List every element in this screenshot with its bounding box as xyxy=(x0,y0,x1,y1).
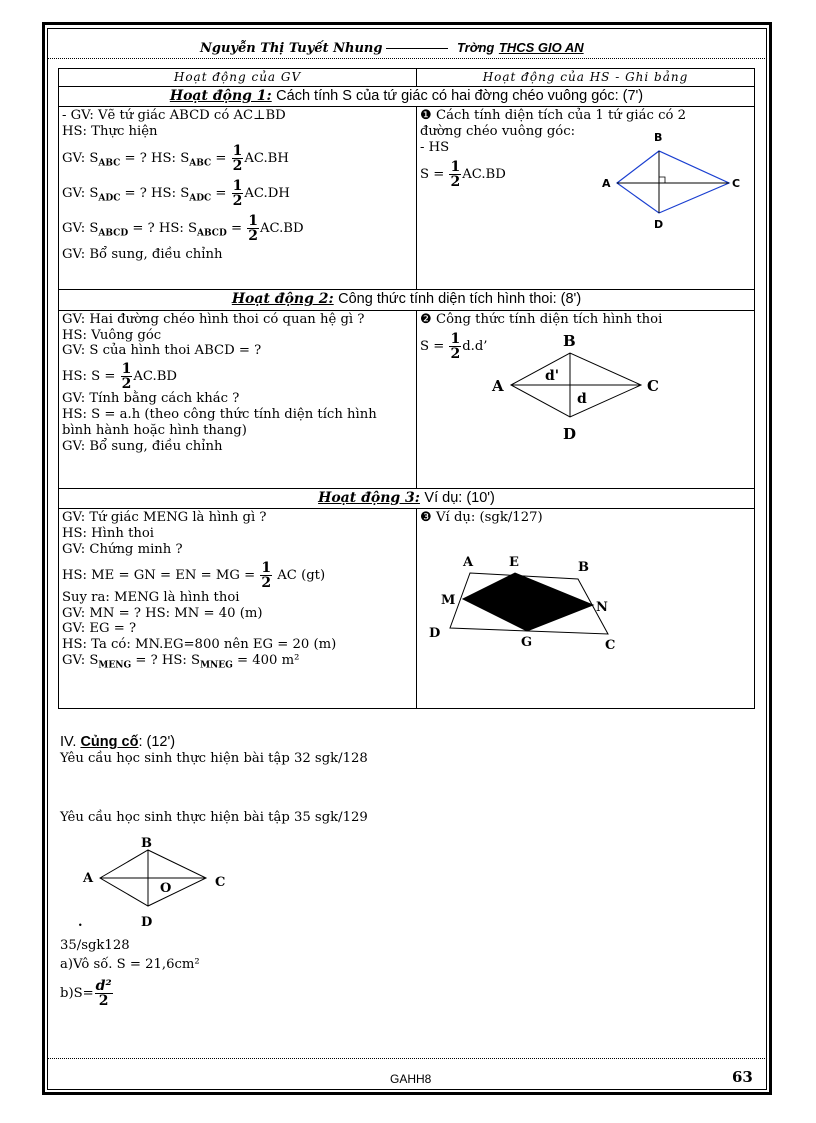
vertex-b: B xyxy=(578,560,589,576)
answer-b: b)S= $\frac{\text{d²}}{2}$ xyxy=(60,978,112,1009)
vertex-a: A xyxy=(602,177,611,191)
a3-line6: GV: MN = ? HS: MN = 40 (m) xyxy=(62,605,263,621)
fraction-half: $\frac{1}{2}$ xyxy=(232,143,243,175)
lesson-table xyxy=(58,68,755,709)
section4-title: Củng cố xyxy=(80,734,139,750)
task-35: Yêu cầu học sinh thực hiện bài tập 35 sgk/129 xyxy=(60,810,368,825)
rhombus-meng xyxy=(463,573,593,631)
footer-rule xyxy=(47,1058,767,1059)
a1-right-formula: S = $\frac{1}{2}$ AC.BD xyxy=(420,158,506,190)
page-number: 63 xyxy=(732,1068,753,1086)
label-d-prime: d' xyxy=(545,367,560,384)
vertex-a: A xyxy=(83,871,94,886)
quad-outline xyxy=(617,151,729,213)
a3-line8: HS: Ta có: MN.EG=800 nên EG = 20 (m) xyxy=(62,637,337,653)
a1-right-line2: đường chéo vuông góc: xyxy=(420,124,576,140)
a3-right-line1: ❸ Ví dụ: (sgk/127) xyxy=(420,510,543,526)
activity1-student-cell xyxy=(417,107,755,290)
a1-right-line1: ❶ Cách tính diện tích của 1 tứ giác có 2 xyxy=(420,108,686,124)
header-rule xyxy=(47,58,767,59)
school-name: THCS GIO AN xyxy=(498,40,584,55)
trapezoid-example-figure xyxy=(425,549,625,654)
a2-line1: GV: Hai đường chéo hình thoi có quan hệ gì ? xyxy=(62,311,365,327)
a2-right-formula: S = $\frac{1}{2}$ d.d’ xyxy=(420,330,488,362)
activity3-heading xyxy=(59,488,755,508)
a3-line4: HS: ME = GN = EN = MG = $\frac{1}{2}$ AC (gt) xyxy=(62,559,326,591)
activity3-teacher-cell xyxy=(59,509,417,709)
a3-line5: Suy ra: MENG là hình thoi xyxy=(62,589,240,605)
vertex-d: D xyxy=(141,915,153,930)
vertex-d: D xyxy=(429,626,441,642)
activity1-heading xyxy=(59,87,755,107)
a3-line7: GV: EG = ? xyxy=(62,621,137,637)
activity1-teacher-cell xyxy=(59,107,417,290)
vertex-b: B xyxy=(141,836,152,851)
author-name: Nguyễn Thị Tuyết Nhung xyxy=(200,41,383,56)
task-32: Yêu cầu học sinh thực hiện bài tập 32 sgk/128 xyxy=(60,751,368,766)
activity2-title: Công thức tính diện tích hình thoi: (8') xyxy=(338,291,582,308)
activity1-title: Cách tính S của tứ giác có hai đờng chéo vuông góc: (7') xyxy=(276,88,644,104)
activity2-student-cell xyxy=(417,310,755,488)
a1-line1: - GV: Vẽ tứ giác ABCD có AC⊥BD xyxy=(62,108,286,124)
exercise-rhombus-figure xyxy=(78,834,248,934)
vertex-c: C xyxy=(647,376,659,395)
a2-line7: bình hành hoặc hình thang) xyxy=(62,423,247,438)
header-dash xyxy=(386,48,448,49)
right-angle-mark xyxy=(659,177,665,183)
vertex-a: A xyxy=(463,555,474,571)
activity2-heading xyxy=(59,290,755,310)
vertex-n: N xyxy=(596,600,608,616)
vertex-b: B xyxy=(654,131,663,145)
activity2-teacher-cell xyxy=(59,310,417,488)
footer-code: GAHH8 xyxy=(390,1072,432,1086)
a2-line4: HS: S = $\frac{1}{2}$ AC.BD xyxy=(62,361,177,393)
a2-line2: HS: Vuông góc xyxy=(62,327,162,343)
vertex-a: A xyxy=(492,376,504,395)
col-header-student: Hoạt động của HS - Ghi bảng xyxy=(417,69,755,87)
a1-right-line3: - HS xyxy=(420,140,450,156)
activity3-title: Ví dụ: (10') xyxy=(424,489,495,506)
a2-right-line1: ❷ Công thức tính diện tích hình thoi xyxy=(420,311,663,327)
answer-a: a)Vô số. S = 21,6cm² xyxy=(60,957,200,972)
vertex-d: D xyxy=(563,424,577,443)
vertex-c: C xyxy=(732,177,741,191)
vertex-d: D xyxy=(654,218,664,232)
a3-line2: HS: Hình thoi xyxy=(62,526,155,542)
stray-dot: . xyxy=(78,915,83,930)
fraction-half: $\frac{1}{2}$ xyxy=(248,213,258,245)
page-header xyxy=(200,40,584,56)
vertex-b: B xyxy=(563,331,576,350)
vertex-m: M xyxy=(441,593,456,609)
col-header-teacher: Hoạt động của GV xyxy=(59,69,417,87)
label-d: d xyxy=(577,390,587,407)
a3-line9: GV: $S_{MENG}$ = ? HS: $S_{MNEG} = 400$ m² xyxy=(62,653,300,671)
rhombus-figure xyxy=(487,327,677,447)
vertex-c: C xyxy=(215,875,226,890)
activity3-student-cell xyxy=(417,509,755,709)
a1-line3: GV: $S_{ABC}$ = ? HS: $S_{ABC}$ = $\frac{1}{2}$ AC.BH xyxy=(62,143,289,175)
fraction-half: $\frac{1}{2}$ xyxy=(232,178,243,210)
vertex-e: E xyxy=(509,555,519,571)
a2-line3: GV: S của hình thoi ABCD = ? xyxy=(62,343,262,359)
a1-line4: GV: $S_{ADC}$ = ? HS: $S_{ADC}$ = $\frac{1}{2}$ AC.DH xyxy=(62,178,290,210)
a3-line3: GV: Chứng minh ? xyxy=(62,541,183,557)
vertex-g: G xyxy=(521,635,533,651)
vertex-c: C xyxy=(605,638,616,654)
activity3-label: Hoạt động 3: xyxy=(318,489,420,506)
a2-line6: HS: S = a.h (theo công thức tính diện tích hình xyxy=(62,407,377,423)
activity2-label: Hoạt động 2: xyxy=(231,291,334,308)
a2-line8: GV: Bổ sung, điều chỉnh xyxy=(62,438,223,454)
a1-line5: GV: $S_{ABCD}$ = ? HS: $S_{ABCD}$ = $\frac{1}{2}$ AC.BD xyxy=(62,213,304,245)
school-prefix: Trờng xyxy=(456,40,495,55)
a2-line5: GV: Tính bằng cách khác ? xyxy=(62,391,240,407)
a3-line1: GV: Tứ giác MENG là hình gì ? xyxy=(62,510,267,526)
activity1-quadrilateral-figure xyxy=(597,127,747,237)
a1-line6: GV: Bổ sung, điều chỉnh xyxy=(62,247,223,263)
center-o: O xyxy=(160,881,172,896)
answer-title: 35/sgk128 xyxy=(60,938,130,953)
a1-line2: HS: Thực hiện xyxy=(62,124,158,140)
section4-heading: IV. Củng cố: (12') xyxy=(60,734,176,750)
activity1-label: Hoạt động 1: xyxy=(169,88,272,104)
